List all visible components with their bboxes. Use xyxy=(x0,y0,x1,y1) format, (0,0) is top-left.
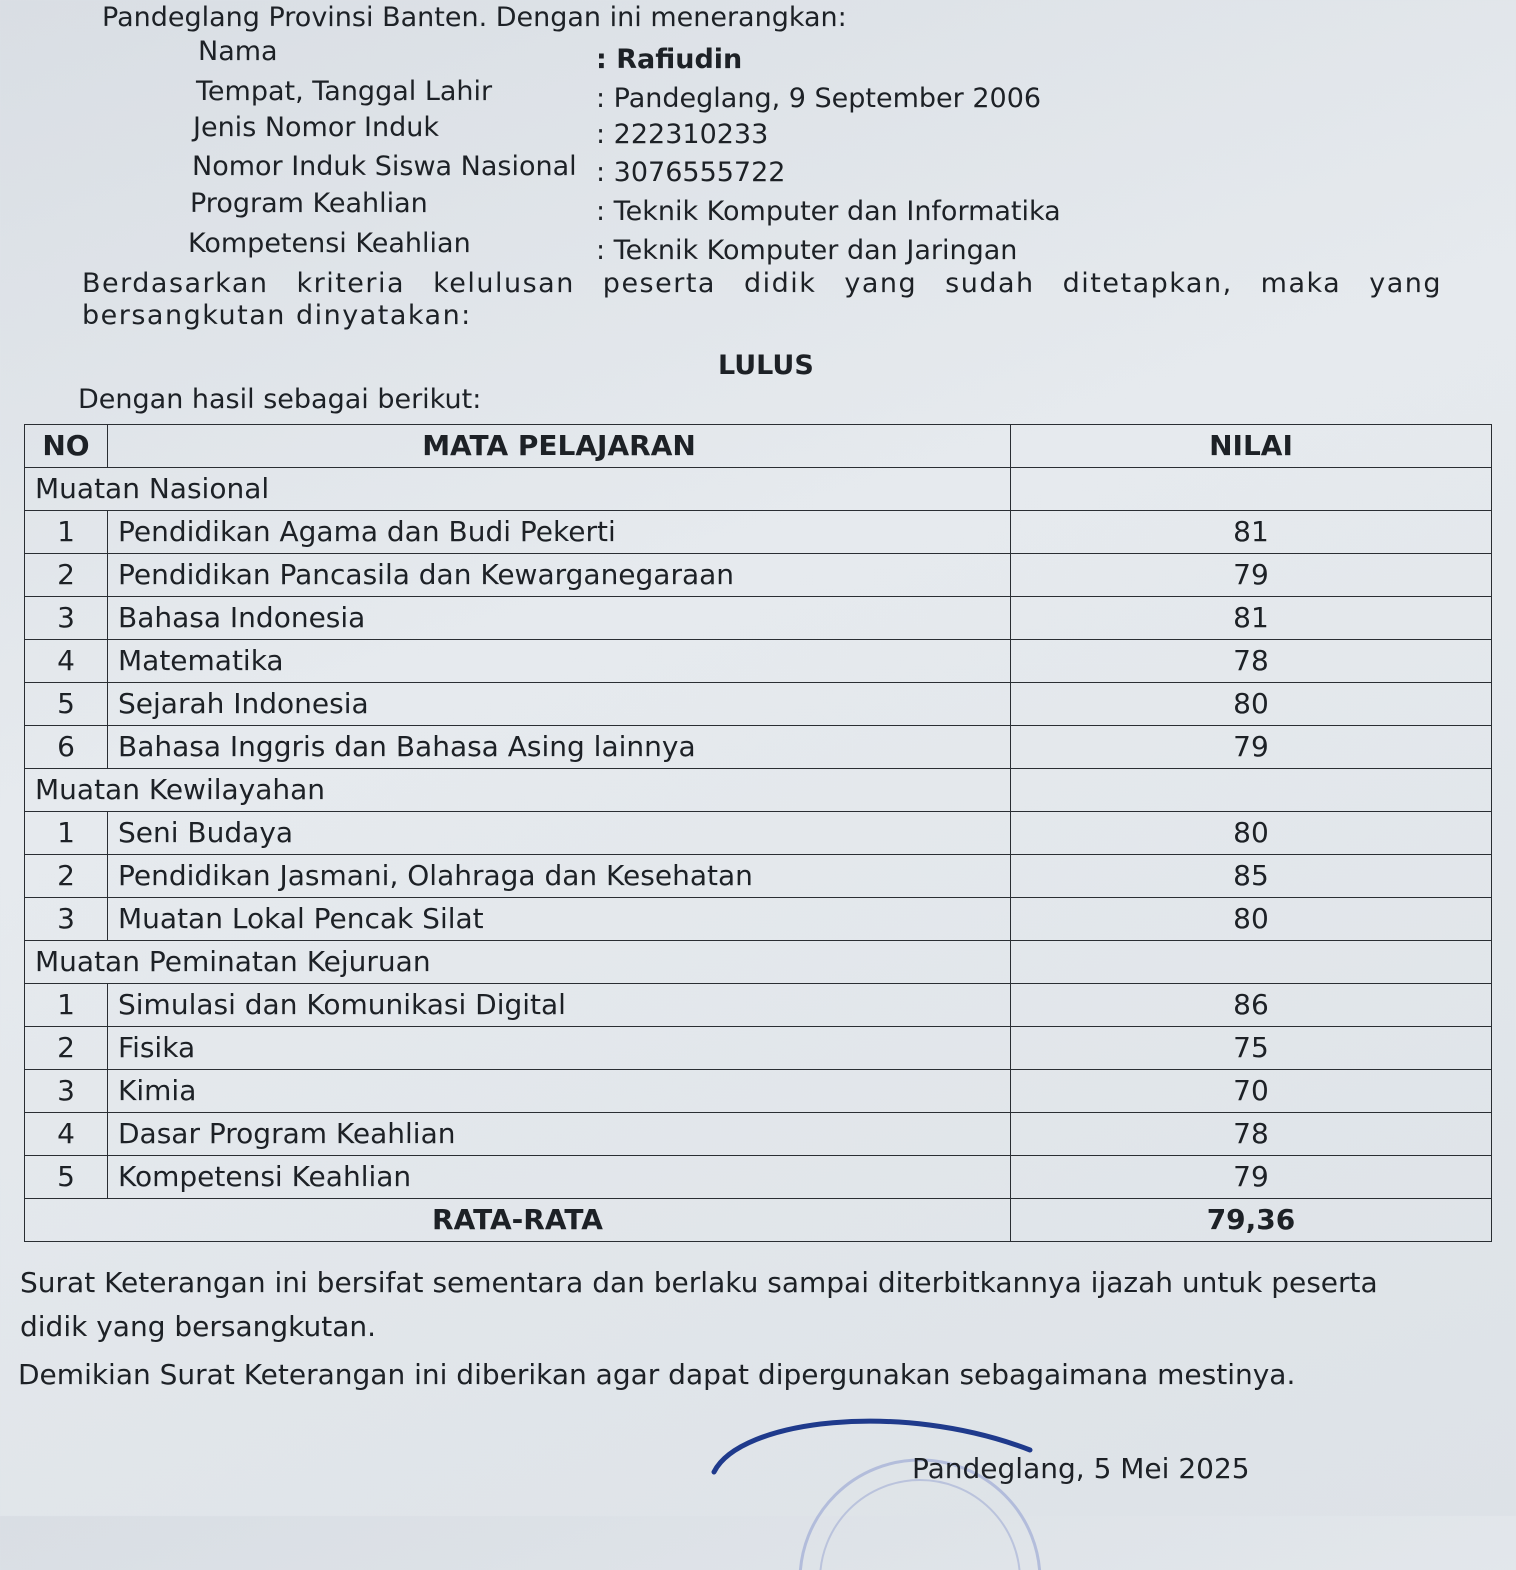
row-score: 80 xyxy=(1011,683,1492,726)
label-program: Program Keahlian xyxy=(190,188,428,219)
row-score: 70 xyxy=(1011,1070,1492,1113)
section-title: Muatan Peminatan Kejuruan xyxy=(25,941,1011,984)
row-score: 78 xyxy=(1011,1113,1492,1156)
header-subject: MATA PELAJARAN xyxy=(108,425,1011,468)
section-score-empty xyxy=(1011,468,1492,511)
section-score-empty xyxy=(1011,941,1492,984)
row-subject: Pendidikan Pancasila dan Kewarganegaraan xyxy=(108,554,1011,597)
section-title: Muatan Kewilayahan xyxy=(25,769,1011,812)
row-no: 6 xyxy=(25,726,108,769)
header-no: NO xyxy=(25,425,108,468)
row-no: 1 xyxy=(25,984,108,1027)
label-nisn: Nomor Induk Siswa Nasional xyxy=(192,151,577,182)
value-ttl: : Pandeglang, 9 September 2006 xyxy=(596,83,1042,114)
table-row xyxy=(25,683,1492,726)
row-subject: Fisika xyxy=(108,1027,1011,1070)
table-row xyxy=(25,1070,1492,1113)
table-row xyxy=(25,812,1492,855)
header-score: NILAI xyxy=(1011,425,1492,468)
row-no: 5 xyxy=(25,1156,108,1199)
row-score: 79 xyxy=(1011,726,1492,769)
row-subject: Dasar Program Keahlian xyxy=(108,1113,1011,1156)
row-score: 79 xyxy=(1011,1156,1492,1199)
label-nomor-induk: Jenis Nomor Induk xyxy=(193,112,440,143)
row-subject: Simulasi dan Komunikasi Digital xyxy=(108,984,1011,1027)
table-row xyxy=(25,511,1492,554)
graduation-status: LULUS xyxy=(718,350,814,381)
row-no: 1 xyxy=(25,511,108,554)
average-row xyxy=(25,1199,1492,1242)
table-row xyxy=(25,898,1492,941)
row-subject: Pendidikan Agama dan Budi Pekerti xyxy=(108,511,1011,554)
row-score: 80 xyxy=(1011,898,1492,941)
row-subject: Kimia xyxy=(108,1070,1011,1113)
row-no: 4 xyxy=(25,1113,108,1156)
row-score: 75 xyxy=(1011,1027,1492,1070)
label-kompetensi: Kompetensi Keahlian xyxy=(188,228,471,259)
section-row xyxy=(25,769,1492,812)
row-no: 2 xyxy=(25,554,108,597)
table-row xyxy=(25,726,1492,769)
value-nomor-induk: : 222310233 xyxy=(596,119,769,150)
table-row xyxy=(25,1113,1492,1156)
grades-body xyxy=(25,468,1492,1199)
row-no: 3 xyxy=(25,1070,108,1113)
row-subject: Bahasa Indonesia xyxy=(108,597,1011,640)
row-score: 86 xyxy=(1011,984,1492,1027)
section-score-empty xyxy=(1011,769,1492,812)
row-subject: Matematika xyxy=(108,640,1011,683)
section-row xyxy=(25,941,1492,984)
section-row xyxy=(25,468,1492,511)
row-no: 5 xyxy=(25,683,108,726)
row-subject: Kompetensi Keahlian xyxy=(108,1156,1011,1199)
closing-text: Demikian Surat Keterangan ini diberikan agar dapat dipergunakan sebagaimana mestinya. xyxy=(18,1358,1296,1391)
row-subject: Sejarah Indonesia xyxy=(108,683,1011,726)
official-stamp xyxy=(700,1410,1120,1570)
table-row xyxy=(25,597,1492,640)
value-nama: : Rafiudin xyxy=(596,44,743,75)
results-intro: Dengan hasil sebagai berikut: xyxy=(78,384,482,415)
value-program: : Teknik Komputer dan Informatika xyxy=(596,196,1061,227)
row-score: 81 xyxy=(1011,597,1492,640)
note-line-2: didik yang bersangkutan. xyxy=(20,1310,377,1343)
row-no: 1 xyxy=(25,812,108,855)
row-subject: Muatan Lokal Pencak Silat xyxy=(108,898,1011,941)
row-subject: Bahasa Inggris dan Bahasa Asing lainnya xyxy=(108,726,1011,769)
row-no: 3 xyxy=(25,898,108,941)
place-date: Pandeglang, 5 Mei 2025 xyxy=(912,1452,1250,1485)
note-line-1: Surat Keterangan ini bersifat sementara dan berlaku sampai diterbitkannya ijazah untuk peserta xyxy=(20,1266,1378,1299)
table-row xyxy=(25,1156,1492,1199)
table-row xyxy=(25,1027,1492,1070)
table-header-row xyxy=(25,425,1492,468)
row-score: 81 xyxy=(1011,511,1492,554)
row-no: 3 xyxy=(25,597,108,640)
table-row xyxy=(25,855,1492,898)
row-score: 80 xyxy=(1011,812,1492,855)
row-no: 4 xyxy=(25,640,108,683)
table-row xyxy=(25,984,1492,1027)
table-row xyxy=(25,554,1492,597)
intro-line: Pandeglang Provinsi Banten. Dengan ini menerangkan: xyxy=(102,2,847,33)
section-title: Muatan Nasional xyxy=(25,468,1011,511)
value-nisn: : 3076555722 xyxy=(596,157,786,188)
stamp-inner-ring xyxy=(820,1480,1020,1570)
table-row xyxy=(25,640,1492,683)
grades-table xyxy=(24,424,1492,1242)
row-score: 85 xyxy=(1011,855,1492,898)
row-no: 2 xyxy=(25,1027,108,1070)
row-subject: Pendidikan Jasmani, Olahraga dan Kesehatan xyxy=(108,855,1011,898)
value-kompetensi: : Teknik Komputer dan Jaringan xyxy=(596,235,1018,266)
row-score: 79 xyxy=(1011,554,1492,597)
row-score: 78 xyxy=(1011,640,1492,683)
criteria-paragraph: Berdasarkan kriteria kelulusan peserta didik yang sudah ditetapkan, maka yang bersangkutan dinyatakan: xyxy=(82,268,1442,331)
average-value: 79,36 xyxy=(1011,1199,1492,1242)
label-ttl: Tempat, Tanggal Lahir xyxy=(196,76,493,107)
average-label: RATA-RATA xyxy=(25,1199,1011,1242)
row-subject: Seni Budaya xyxy=(108,812,1011,855)
row-no: 2 xyxy=(25,855,108,898)
label-nama: Nama xyxy=(198,36,278,67)
